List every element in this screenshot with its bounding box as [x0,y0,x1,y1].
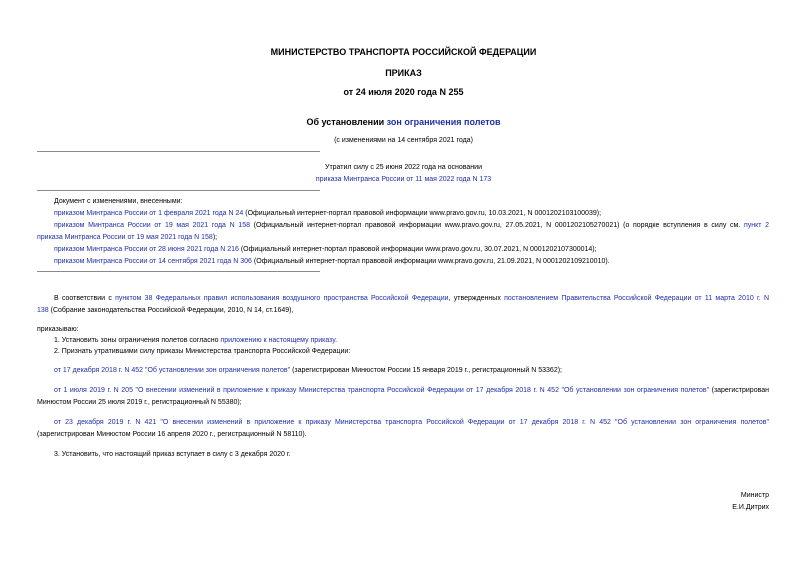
item-1-text: . [335,337,338,344]
amendment-clause-link[interactable]: пункт 2 [743,222,769,229]
item-1-text: 1. Установить зоны ограничения полетов согласно [54,337,221,344]
preamble-text: В соответствии с [54,295,116,302]
status-link-line [0,176,807,183]
preamble-paragraph [37,293,769,317]
doc-title [0,117,807,127]
repeal-text: (зарегистрирован [709,387,769,394]
amendment-item [54,244,774,256]
amendment-order-link[interactable]: приказа Минтранса России от 19 мая 2021 года N 158 [37,234,213,241]
item-2: 2. Признать утратившими силу приказы Министерства транспорта Российской Федерации: [54,348,351,355]
preamble-text: (Собрание законодательства Российской Федерации, 2010, N 14, ст.1649), [48,307,294,314]
repeal-item [37,417,769,441]
repeal-text: Минюстом России 25 июля 2019 г., регистрационный N 55380); [37,399,242,406]
amendment-tail: ); [212,234,218,241]
doc-date: от 24 июля 2020 года N 255 [343,87,464,97]
doc-type-heading: ПРИКАЗ [385,68,422,78]
repeal-text: (зарегистрирован Минюстом России 15 января 2019 г., регистрационный N 53362); [290,367,562,374]
divider [37,271,320,272]
repeal-item [37,385,769,409]
ministry-heading: МИНИСТЕРСТВО ТРАНСПОРТА РОССИЙСКОЙ ФЕДЕРАЦИИ [270,47,537,57]
amendment-link[interactable]: приказом Минтранса России от 14 сентября 2021 года N 306 [54,258,252,265]
divider [37,190,320,191]
divider [37,151,320,152]
amendment-text: (Официальный интернет-портал правовой информации www.pravo.gov.ru, 30.07.2021, N 0001202107300014); [238,246,597,253]
amendment-item [54,256,774,268]
preamble-text: , утвержденных [448,295,505,302]
repeal-link[interactable]: от 23 декабря 2019 г. N 421 "О внесении изменений в приложение к приказу Министерства транспорта Российской Федерации от 17 декабря 2018 г. N 452 "Об установлении зон ограничения полетов" [54,419,769,426]
item-3: 3. Установить, что настоящий приказ вступает в силу с 3 декабря 2020 г. [54,451,291,458]
repeal-text: (зарегистрирован Минюстом России 16 апреля 2020 г., регистрационный N 58110). [37,431,307,438]
amendment-link[interactable]: приказом Минтранса России от 1 февраля 2021 года N 24 [54,210,244,217]
amendment-link[interactable]: приказом Минтранса России от 28 июня 2021 года N 216 [54,246,239,253]
doc-title-prefix: Об установлении [306,117,387,127]
resolution-link[interactable]: постановлением Правительства Российской Федерации от 11 марта 2010 г. N [504,295,770,302]
doc-title-link[interactable]: зон ограничения полетов [386,117,501,127]
repeal-link[interactable]: от 17 декабря 2018 г. N 452 "Об установлении зон ограничения полетов" [54,367,291,374]
prikazyvayu: приказываю: [37,326,79,333]
amendment-item [54,208,774,220]
amendment-link[interactable]: приказом Минтранса России от 19 мая 2021 года N 158 [54,222,250,229]
appendix-link[interactable]: приложению к настоящему приказу [220,337,336,344]
amendment-text: (Официальный интернет-портал правовой информации www.pravo.gov.ru, 21.09.2021, N 0001202109210010). [251,258,610,265]
status-link[interactable]: приказа Минтранса России от 11 мая 2022 года N 173 [315,176,492,183]
status-line: Утратил силу с 25 июня 2022 года на основании [325,164,482,171]
signature-name: Е.И.Дитрих [732,504,769,511]
signature-position: Министр [740,492,769,499]
rules-link[interactable]: пунктом 38 Федеральных правил использования воздушного пространства Российской Федерации [115,295,449,302]
amendment-text: (Официальный интернет-портал правовой информации www.pravo.gov.ru, 27.05.2021, N 0001202105270021) (о порядке вступления в силу см. [249,222,744,229]
amendment-text: (Официальный интернет-портал правовой информации www.pravo.gov.ru, 10.03.2021, N 0001202103100039); [243,210,602,217]
amendments-heading: Документ с изменениями, внесенными: [54,198,183,205]
repeal-link[interactable]: от 1 июля 2019 г. N 205 "О внесении изменений в приложение к приказу Министерства транспорта Российской Федерации от 17 декабря 2018 г. N 452 "Об установлении зон ограничения полетов" [54,387,710,394]
changes-note: (с изменениями на 14 сентября 2021 года) [334,137,473,144]
amendment-item [37,220,769,244]
resolution-link-cont[interactable]: 138 [37,307,49,314]
repeal-item [54,365,562,377]
